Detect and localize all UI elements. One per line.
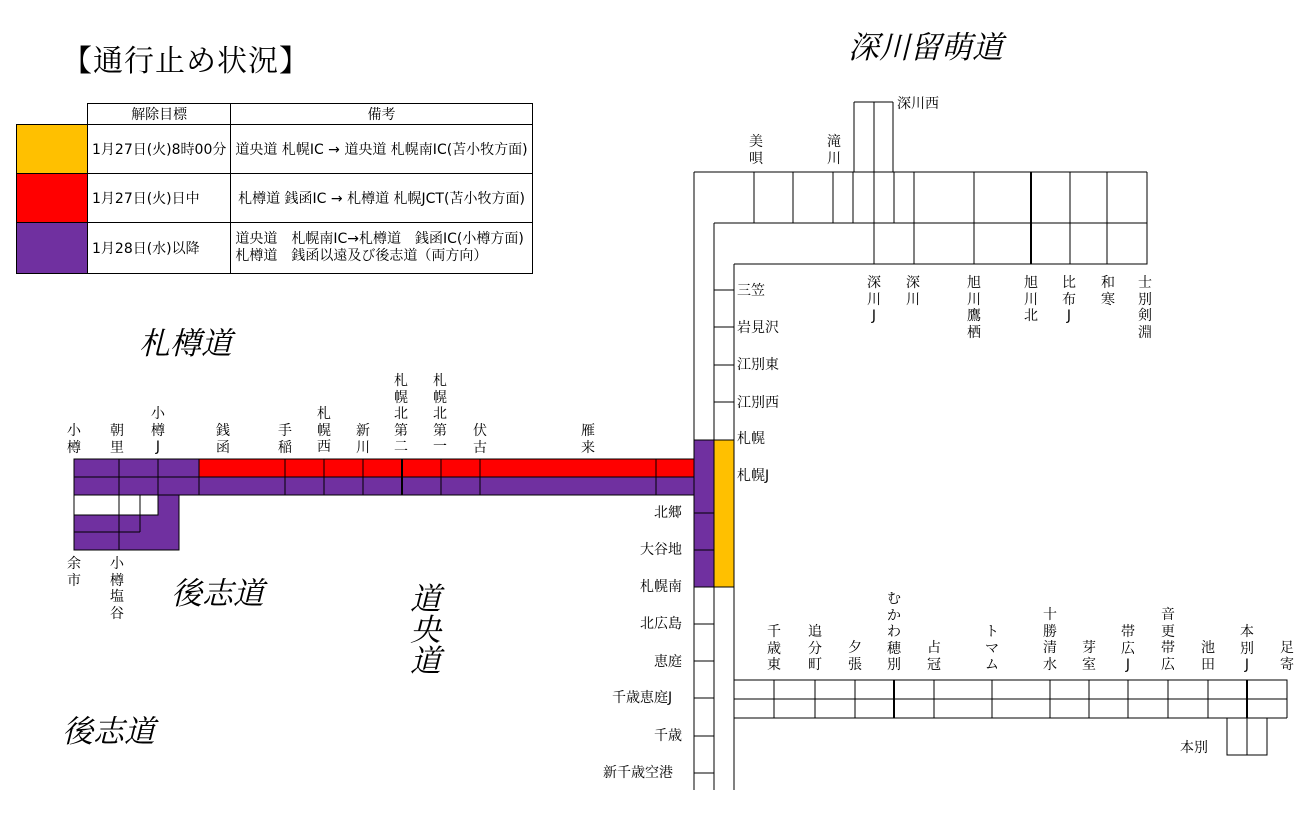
station-label: 朝 里 bbox=[110, 423, 124, 456]
segment-sassho-purple bbox=[199, 477, 694, 495]
station-label: 手 稲 bbox=[278, 423, 292, 456]
station-label: 深川西 bbox=[897, 96, 939, 112]
fukagawa-rumoi-spur bbox=[854, 102, 893, 172]
station-label: 札 幌 西 bbox=[317, 406, 331, 455]
road-name-fukagawa-rumoi: 深川留萌道 bbox=[848, 30, 1003, 66]
station-label: 小 樽 bbox=[67, 423, 81, 456]
legend-note-line: 道央道 札幌南IC→札樽道 銭函IC(小樽方面) bbox=[235, 231, 524, 247]
station-label: 恵庭 bbox=[654, 654, 682, 670]
station-label: 芽 室 bbox=[1082, 640, 1096, 673]
station-label: 追 分 町 bbox=[808, 624, 822, 673]
station-label: 夕 張 bbox=[848, 640, 862, 673]
station-label: 占 冠 bbox=[927, 640, 941, 673]
legend-header-note: 備考 bbox=[231, 104, 532, 125]
road-name-shiribeshi: 後志道 bbox=[171, 576, 264, 612]
legend-note: 道央道 札幌IC → 道央道 札幌南IC(苫小牧方面) bbox=[231, 125, 532, 174]
station-label: 帯 広 J bbox=[1121, 624, 1135, 673]
station-label: 本別 bbox=[1180, 740, 1208, 756]
station-label: 江別西 bbox=[737, 395, 779, 411]
station-label: 和 寒 bbox=[1101, 275, 1115, 308]
doo-asahikawa-ticks-top bbox=[754, 172, 1107, 223]
station-label: 小 樽 塩 谷 bbox=[110, 556, 124, 622]
legend-target: 1月27日(火)8時00分 bbox=[88, 125, 231, 174]
station-label: 本 別 J bbox=[1240, 624, 1254, 673]
station-label: 音 更 帯 広 bbox=[1161, 607, 1175, 673]
station-label: 銭 函 bbox=[216, 423, 230, 456]
segment-shiribeshi-branch bbox=[74, 495, 179, 550]
road-name-doo-text: 道央道 bbox=[404, 582, 440, 675]
station-label: 新千歳空港 bbox=[603, 765, 673, 781]
legend-header-target: 解除目標 bbox=[88, 104, 231, 125]
doo-asahikawa-ticks-bottom bbox=[874, 223, 1107, 264]
legend-note: 札樽道 銭函IC → 札樽道 札幌JCT(苫小牧方面) bbox=[231, 174, 532, 223]
station-label: 北郷 bbox=[654, 505, 682, 521]
station-label: 北広島 bbox=[640, 616, 682, 632]
page-title: 【通行止め状況】 bbox=[62, 44, 310, 79]
honbetsu-spur bbox=[1227, 718, 1267, 755]
station-label: 江別東 bbox=[737, 357, 779, 373]
segment-sassho-red bbox=[199, 459, 694, 477]
station-label: 深 川 bbox=[906, 275, 920, 308]
station-label: 十 勝 清 水 bbox=[1043, 607, 1057, 673]
station-label: 小 樽 J bbox=[151, 406, 165, 455]
station-label: 札 幌 北 第 一 bbox=[433, 373, 447, 455]
segment-doo-yellow bbox=[714, 440, 734, 587]
station-label: ト マ ム bbox=[985, 624, 999, 673]
station-label: 札幌南 bbox=[640, 579, 682, 595]
legend-target: 1月27日(火)日中 bbox=[88, 174, 231, 223]
station-label: 札 幌 北 第 二 bbox=[394, 373, 408, 455]
station-label: 深 川 J bbox=[867, 275, 881, 324]
station-label: 新 川 bbox=[356, 423, 370, 456]
station-label: 旭 川 鷹 栖 bbox=[967, 275, 981, 341]
station-label: 札幌J bbox=[737, 468, 770, 484]
station-label: 旭 川 北 bbox=[1024, 275, 1038, 324]
station-label: 千歳恵庭J bbox=[612, 690, 673, 706]
legend-note-line: 札樽道 銭函以遠及び後志道（両方向） bbox=[235, 248, 488, 264]
road-name-doo bbox=[403, 582, 440, 675]
station-label: 池 田 bbox=[1201, 640, 1215, 673]
station-label: 伏 古 bbox=[473, 423, 487, 456]
legend-target: 1月28日(水)以降 bbox=[88, 223, 231, 274]
station-label: 三笠 bbox=[737, 283, 765, 299]
station-label: む か わ 穂 別 bbox=[887, 591, 901, 673]
station-label: 余 市 bbox=[67, 556, 81, 589]
station-label: 千歳 bbox=[654, 728, 682, 744]
station-label: 千 歳 東 bbox=[767, 624, 781, 673]
road-name-sassho: 札樽道 bbox=[139, 326, 232, 362]
doto-lines bbox=[734, 680, 1287, 718]
station-label: 美 唄 bbox=[749, 134, 763, 167]
road-name-shiribeshi: 後志道 bbox=[62, 714, 155, 750]
station-label: 岩見沢 bbox=[737, 320, 779, 336]
station-label: 大谷地 bbox=[640, 542, 682, 558]
station-label: 比 布 J bbox=[1062, 275, 1076, 324]
station-label: 士 別 剣 淵 bbox=[1138, 275, 1152, 341]
station-label: 札幌 bbox=[737, 431, 765, 447]
station-label: 滝 川 bbox=[827, 134, 841, 167]
doo-ticks-north bbox=[714, 290, 734, 402]
station-label: 足 寄 bbox=[1280, 640, 1294, 673]
station-label: 雁 来 bbox=[581, 423, 595, 456]
doo-asahikawa-lines bbox=[694, 172, 1147, 264]
